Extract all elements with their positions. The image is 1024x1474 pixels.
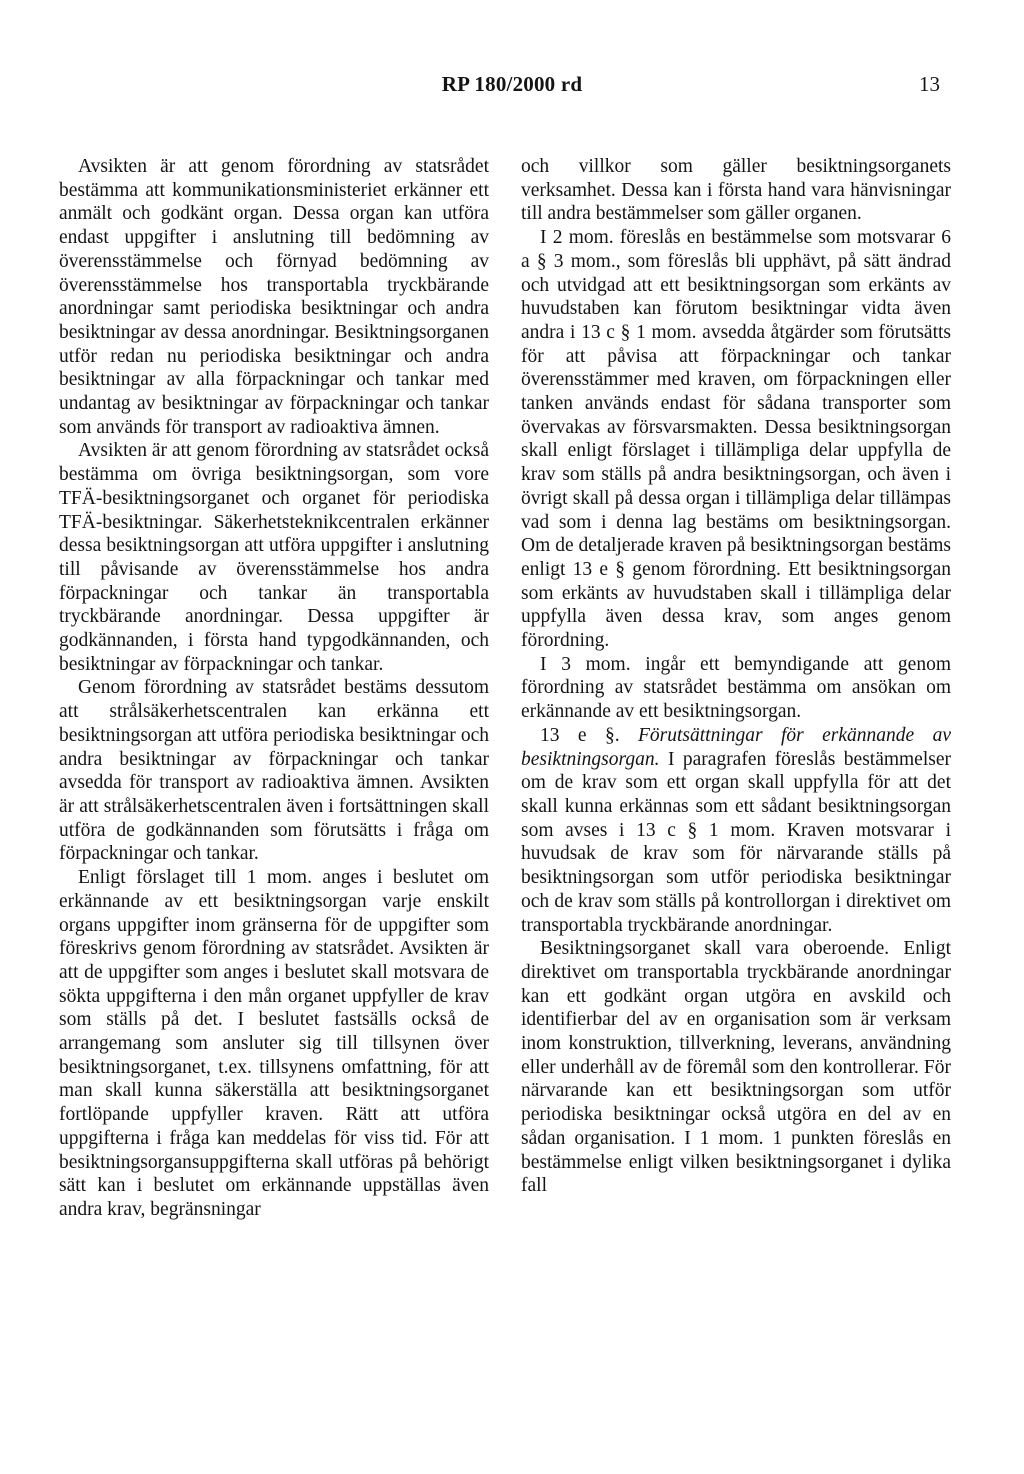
- page-number: 13: [919, 72, 940, 96]
- paragraph: I 3 mom. ingår ett bemyndigande att genom förordning av statsrådet bestämma om ansökan om erkännande av ett besiktningsorgan.: [521, 653, 951, 723]
- paragraph: I 2 mom. föreslås en bestämmelse som motsvarar 6 a § 3 mom., som föreslås bli upphävt, på sätt ändrad och utvidgad att ett besiktningsorgan som erkänts av huvudstaben kan förutom besiktningar vidta även andra i 13 c § 1 mom. avsedda åtgärder som förutsätts för att påvisa att förpackningar och tankar överensstämmer med kraven, om förpackningen eller tanken används endast för sådana transporter som övervakas av försvarsmakten. Dessa besiktningsorgan skall enligt förslaget i tillämpliga delar uppfylla de krav som ställs på andra besiktningsorgan, och även i övrigt skall på dessa organ i tillämpliga delar tillämpas vad som i denna lag bestäms om besiktningsorgan. Om de detaljerade kraven på besiktningsorgan bestäms enligt 13 e § genom förordning. Ett besiktningsorgan som erkänts av huvudstaben skall i tillämpliga delar uppfylla även dessa krav, som anges genom förordning.: [521, 227, 951, 652]
- paragraph: Enligt förslaget till 1 mom. anges i beslutet om erkännande av ett besiktningsorgan varje enskilt organs uppgifter inom gränserna för de uppgifter som föreskrivs genom förordning av statsrådet. Avsikten är att de uppgifter som anges i beslutet skall motsvara de sökta uppgifterna i den mån organet uppfyller de krav som ställs på det. I beslutet fastsälls också de arrangemang som ansluter sig till tillsynen över besiktningsorganet, t.ex. tillsynens omfattning, för att man skall kunna säkerställa att besiktningsorganet fortlöpande uppfyller kraven. Rätt att utföra uppgifterna i fråga kan meddelas för viss tid. För att besiktningsorgansuppgifterna skall utföras på behörigt sätt kan i beslutet om erkännande uppställas även andra krav, begränsningar: [59, 867, 489, 1220]
- section-body: I paragrafen föreslås bestämmelser om de krav som ett organ skall uppfylla för att det skall kunna erkännas som ett sådant besiktningsorgan som avses i 13 c § 1 mom. Kraven motsvarar i huvudsak de krav som för närvarande ställs på besiktningsorgan som utför periodiska besiktningar och de krav som ställs på kontrollorgan i direktivet om transportabla tryckbärande anordningar.: [521, 748, 951, 936]
- section-paragraph: [521, 724, 951, 937]
- paragraph-continued: och villkor som gäller besiktningsorganets verksamhet. Dessa kan i första hand vara hänvisningar till andra bestämmelser som gäller organen.: [521, 156, 951, 225]
- paragraph: Besiktningsorganet skall vara oberoende. Enligt direktivet om transportabla tryckbärande anordningar kan ett godkänt organ utgöra en avskild och identifierbar del av en organisation som är verksam inom konstruktion, tillverkning, leverans, användning eller underhåll av de föremål som den kontrollerar. För närvarande kan ett besiktningsorgan som utför periodiska besiktningar också utgöra en del av en sådan organisation. I 1 mom. 1 punkten föreslås en bestämmelse enligt vilken besiktningsorganet i dylika fall: [521, 938, 951, 1197]
- paragraph: Avsikten är att genom förordning av statsrådet bestämma att kommunikationsministeriet erkänner ett anmält och godkänt organ. Dessa organ kan utföra endast uppgifter i anslutning till bedömning av överensstämmelse och förnyad bedömning av överensstämmelse hos transportabla tryckbärande anordningar samt periodiska besiktningar och andra besiktningar av dessa anordningar. Besiktningsorganen utför redan nu periodiska besiktningar och andra besiktningar av alla förpackningar och tankar med undantag av besiktningar av förpackningar och tankar som används för transport av radioaktiva ämnen.: [59, 156, 489, 438]
- document-reference: RP 180/2000 rd: [441, 72, 583, 96]
- left-column: [59, 155, 489, 1222]
- right-column: [521, 155, 951, 1198]
- paragraph: Genom förordning av statsrådet bestäms dessutom att strålsäkerhetscentralen kan erkänna ett besiktningsorgan att utföra periodiska besiktningar och andra besiktningar av förpackningar och tankar avsedda för transport av radioaktiva ämnen. Avsikten är att strålsäkerhetscentralen även i fortsättningen skall utföra de godkännanden som förutsätts i fråga om förpackningar och tankar.: [59, 677, 489, 865]
- section-number: 13 e §.: [540, 724, 620, 746]
- paragraph: Avsikten är att genom förordning av statsrådet också bestämma om övriga besiktningsorgan, som vore TFÄ-besiktningsorganet och organet för periodiska TFÄ-besiktningar. Säkerhetsteknikcentralen erkänner dessa besiktningsorgan att utföra uppgifter i anslutning till påvisande av överensstämmelse hos andra förpackningar och tankar än transportabla tryckbärande anordningar. Dessa uppgifter är godkännanden, i första hand typgodkännanden, och besiktningar av förpackningar och tankar.: [59, 440, 489, 675]
- section-heading: Förutsättningar för erkännande av besiktningsorgan.: [521, 724, 951, 770]
